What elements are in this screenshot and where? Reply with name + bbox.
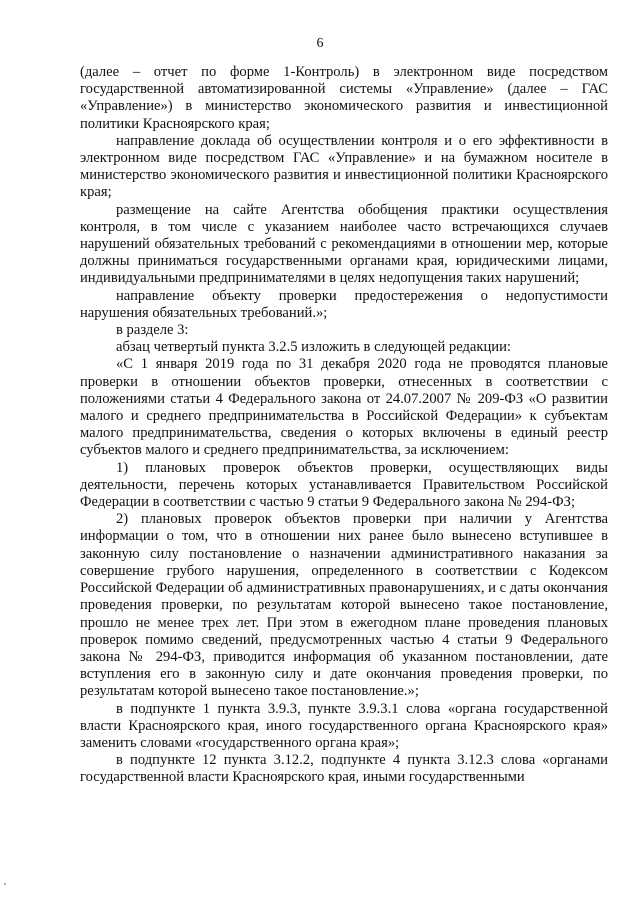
scan-speck (4, 883, 6, 885)
paragraph-clause-3-2-5: абзац четвертый пункта 3.2.5 изложить в следующей редакции: (116, 339, 511, 356)
paragraph-warning-notice: направление объекту проверки предостережения о недопустимости нарушения обязательных требований.»; (80, 287, 608, 321)
paragraph-subclause-3-12-2: в подпункте 12 пункта 3.12.2, подпункте 4 пункта 3.12.3 слова «органами государственной власти Красноярского края, иными государственными (80, 752, 608, 786)
document-body (80, 64, 608, 787)
page-number: 6 (316, 36, 324, 51)
paragraph-exception-2: 2) плановых проверок объектов проверки при наличии у Агентства информации о том, что в отношении них ранее было вынесено вступившее в законную силу постановление о назначении административного наказания за совершение грубого нарушения, определенного в соответствии с Кодексом Российской Федерации об административных правонарушениях, и с даты окончания проведения проверки, по результатам которой вынесено такое постановление, прошло не менее трех лет. При этом в ежегодном плане проведения плановых проверок помимо сведений, предусмотренных частью 4 статьи 9 Федерального закона № 294-ФЗ, приводится информация об указанном постановлении, дате вступления его в законную силу и дате окончания проведения проверки, по результатам которой вынесено такое постановление.»; (80, 511, 608, 700)
paragraph-small-business-exemption: «С 1 января 2019 года по 31 декабря 2020 года не проводятся плановые проверки в отношении объектов проверки, отнесенных в соответствии с положениями статьи 4 Федерального закона от 24.07.2007 № 209-ФЗ «О развитии малого и среднего предпринимательства в Российской Федерации» к субъектам малого предпринимательства, сведения о которых включены в единый реестр субъектов малого и среднего предпринимательства, за исключением: (80, 356, 608, 459)
paragraph-subclause-3-9-3: в подпункте 1 пункта 3.9.3, пункте 3.9.3.1 слова «органа государственной власти Красноярского края, иного государственного органа Красноярского края» заменить словами «государственного органа края»; (80, 700, 608, 751)
paragraph-report-form: (далее – отчет по форме 1-Контроль) в электронном виде посредством государственной автоматизированной системы «Управление» (далее – ГАС «Управление») в министерство экономического развития и инвестиционной политики Красноярского края; (80, 64, 608, 132)
paragraph-control-report: направление доклада об осуществлении контроля и о его эффективности в электронном виде посредством ГАС «Управление» и на бумажном носителе в министерство экономического развития и инвестиционной политики Красноярского края; (80, 132, 608, 201)
paragraph-exception-1: 1) плановых проверок объектов проверки, осуществляющих виды деятельности, перечень которых устанавливается Правительством Российской Федерации в соответствии с частью 9 статьи 9 Федерального закона № 294-ФЗ; (80, 459, 608, 511)
paragraph-section-3: в разделе 3: (116, 322, 189, 339)
paragraph-practice-publication: размещение на сайте Агентства обобщения практики осуществления контроля, в том числе с указанием наиболее часто встречающихся случаев нарушений обязательных требований с рекомендациями в отношении мер, которые должны приниматься государственными органами края, юридическими лицами, индивидуальными предпринимателями в целях недопущения таких нарушений; (80, 201, 608, 287)
